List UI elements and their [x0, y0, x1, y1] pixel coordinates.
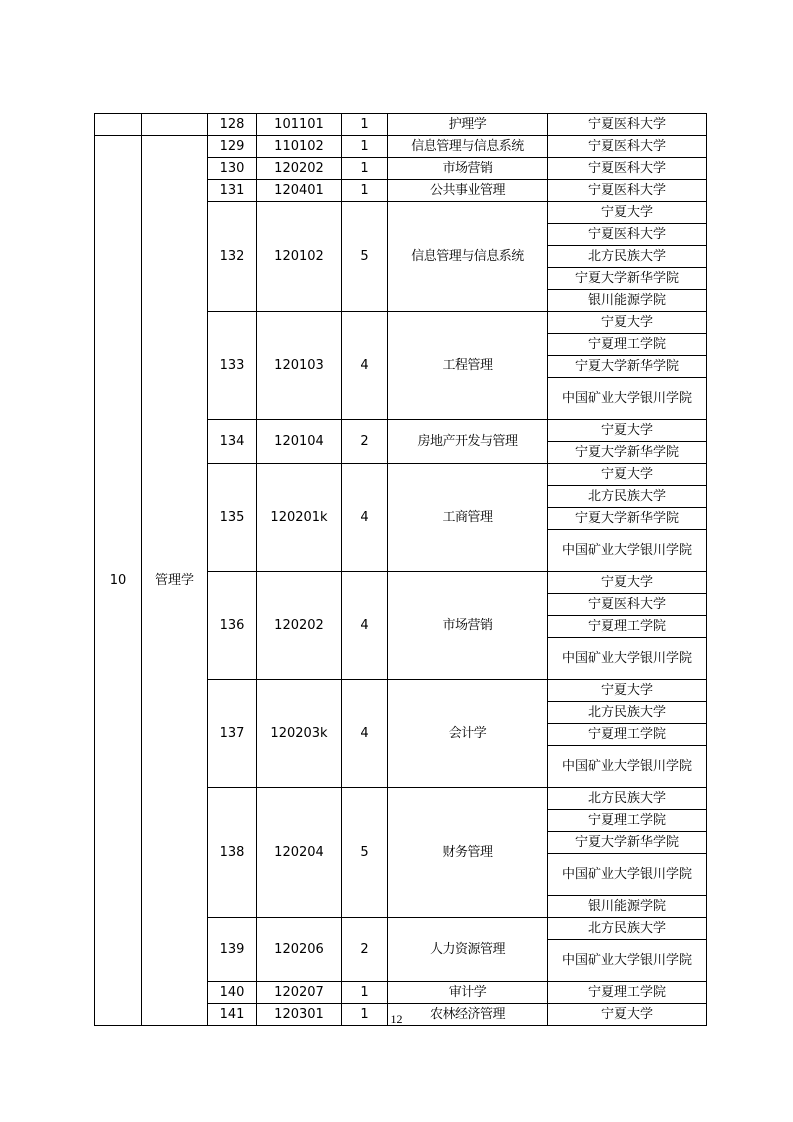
school-name: 中国矿业大学银川学院 — [548, 378, 707, 420]
school-count: 4 — [342, 680, 388, 788]
school-name: 银川能源学院 — [548, 290, 707, 312]
school-name: 北方民族大学 — [548, 246, 707, 268]
major-name: 信息管理与信息系统 — [388, 136, 548, 158]
school-count: 2 — [342, 918, 388, 982]
major-name: 市场营销 — [388, 572, 548, 680]
school-name: 宁夏大学 — [548, 312, 707, 334]
major-name: 农林经济管理 — [388, 1004, 548, 1026]
school-name: 宁夏医科大学 — [548, 158, 707, 180]
row-number: 135 — [208, 464, 257, 572]
major-code: 120103 — [257, 312, 342, 420]
school-name: 北方民族大学 — [548, 486, 707, 508]
category-name: 管理学 — [142, 136, 208, 1026]
school-name: 宁夏大学 — [548, 464, 707, 486]
major-code: 120206 — [257, 918, 342, 982]
major-code: 120202 — [257, 572, 342, 680]
school-name: 中国矿业大学银川学院 — [548, 854, 707, 896]
category-index-empty — [95, 114, 142, 136]
school-count: 1 — [342, 158, 388, 180]
major-code: 120202 — [257, 158, 342, 180]
major-code: 120201k — [257, 464, 342, 572]
major-name: 审计学 — [388, 982, 548, 1004]
school-name: 银川能源学院 — [548, 896, 707, 918]
category-index: 10 — [95, 136, 142, 1026]
major-code: 120401 — [257, 180, 342, 202]
school-name: 宁夏大学 — [548, 680, 707, 702]
school-name: 宁夏医科大学 — [548, 114, 707, 136]
row-number: 130 — [208, 158, 257, 180]
major-code: 101101 — [257, 114, 342, 136]
major-name: 信息管理与信息系统 — [388, 202, 548, 312]
row-number: 136 — [208, 572, 257, 680]
major-name: 护理学 — [388, 114, 548, 136]
row-number: 140 — [208, 982, 257, 1004]
school-count: 4 — [342, 464, 388, 572]
major-name: 市场营销 — [388, 158, 548, 180]
major-code: 120104 — [257, 420, 342, 464]
school-count: 1 — [342, 982, 388, 1004]
school-name: 中国矿业大学银川学院 — [548, 746, 707, 788]
school-name: 宁夏理工学院 — [548, 724, 707, 746]
school-name: 中国矿业大学银川学院 — [548, 940, 707, 982]
school-name: 宁夏大学新华学院 — [548, 508, 707, 530]
school-name: 北方民族大学 — [548, 918, 707, 940]
school-name: 宁夏医科大学 — [548, 136, 707, 158]
row-number: 131 — [208, 180, 257, 202]
row-number: 138 — [208, 788, 257, 918]
school-name: 中国矿业大学银川学院 — [548, 638, 707, 680]
major-name: 会计学 — [388, 680, 548, 788]
school-count: 4 — [342, 572, 388, 680]
school-name: 宁夏大学 — [548, 420, 707, 442]
school-count: 4 — [342, 312, 388, 420]
school-count: 5 — [342, 202, 388, 312]
school-name: 宁夏大学 — [548, 572, 707, 594]
row-number: 141 — [208, 1004, 257, 1026]
row-number: 132 — [208, 202, 257, 312]
major-name: 工程管理 — [388, 312, 548, 420]
table-row — [95, 114, 707, 136]
row-number: 134 — [208, 420, 257, 464]
school-count: 1 — [342, 136, 388, 158]
school-name: 宁夏大学新华学院 — [548, 356, 707, 378]
school-count: 1 — [342, 180, 388, 202]
school-count: 5 — [342, 788, 388, 918]
major-code: 120207 — [257, 982, 342, 1004]
majors-table — [94, 113, 707, 1026]
category-name-empty — [142, 114, 208, 136]
school-count: 1 — [342, 114, 388, 136]
major-code: 120301 — [257, 1004, 342, 1026]
school-name: 宁夏医科大学 — [548, 180, 707, 202]
school-name: 北方民族大学 — [548, 702, 707, 724]
school-name: 宁夏理工学院 — [548, 982, 707, 1004]
school-name: 宁夏理工学院 — [548, 334, 707, 356]
major-name: 公共事业管理 — [388, 180, 548, 202]
school-name: 宁夏医科大学 — [548, 594, 707, 616]
school-name: 宁夏大学新华学院 — [548, 832, 707, 854]
major-name: 财务管理 — [388, 788, 548, 918]
row-number: 139 — [208, 918, 257, 982]
school-name: 宁夏大学新华学院 — [548, 442, 707, 464]
major-code: 110102 — [257, 136, 342, 158]
school-name: 宁夏大学 — [548, 202, 707, 224]
major-name: 房地产开发与管理 — [388, 420, 548, 464]
major-code: 120102 — [257, 202, 342, 312]
school-name: 宁夏理工学院 — [548, 616, 707, 638]
table-row — [95, 136, 707, 158]
school-name: 宁夏理工学院 — [548, 810, 707, 832]
school-name: 中国矿业大学银川学院 — [548, 530, 707, 572]
page-number: 12 — [390, 1012, 403, 1026]
school-name: 宁夏大学 — [548, 1004, 707, 1026]
school-name: 宁夏医科大学 — [548, 224, 707, 246]
school-name: 宁夏大学新华学院 — [548, 268, 707, 290]
major-name: 工商管理 — [388, 464, 548, 572]
row-number: 137 — [208, 680, 257, 788]
school-name: 北方民族大学 — [548, 788, 707, 810]
major-name: 人力资源管理 — [388, 918, 548, 982]
row-number: 129 — [208, 136, 257, 158]
row-number: 128 — [208, 114, 257, 136]
school-count: 1 — [342, 1004, 388, 1026]
major-code: 120204 — [257, 788, 342, 918]
major-code: 120203k — [257, 680, 342, 788]
table-body — [95, 114, 707, 1026]
row-number: 133 — [208, 312, 257, 420]
school-count: 2 — [342, 420, 388, 464]
